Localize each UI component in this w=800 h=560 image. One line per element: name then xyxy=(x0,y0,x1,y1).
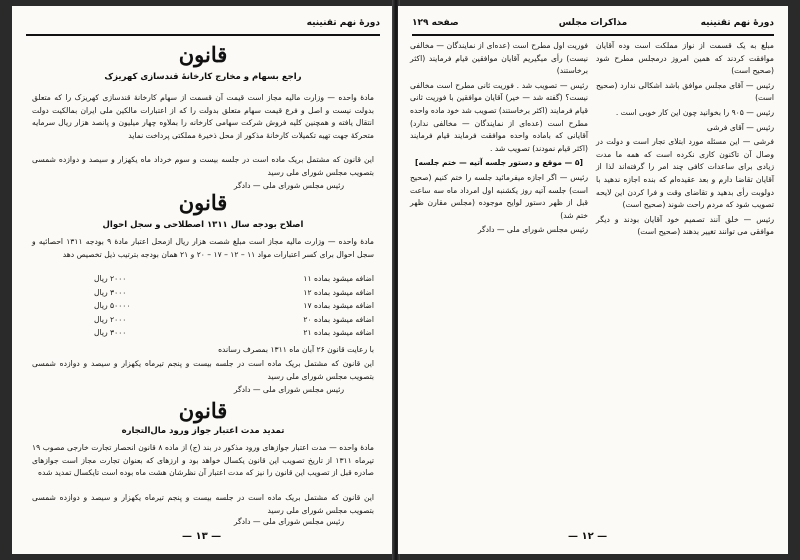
allocation-amount: ۳۰۰۰ ریال xyxy=(94,328,127,337)
allocation-row xyxy=(32,313,374,327)
allocation-text: اضافه میشود بماده ۱۲ xyxy=(303,287,374,297)
paragraph: رئیس — تصویب شد . فوریت ثانی مطرح است مخالفی نیست؟ (گفته شد — خیر) آقایان موافقین با فوریت ثانی قیام فرمایند (اکثر برخاستند) تصویب شد خود ماده واحده مطرح است (عده‌ای از نمایندگان — مخالفی ندارد) آقایانی که باماده واحده موافقت فرمایند قیام فرمایند (اکثر قیام نمودند) تصویب شد . xyxy=(410,80,588,153)
law2-title: قانون xyxy=(178,190,228,215)
paragraph: رئیس — اگر اجازه میفرمائید جلسه را ختم کنیم (صحیح است) جلسه آتیه روز یکشنبه اول امرداد ماه سه ساعت قبل از ظهر دستور لوایح موجوده (مجلس مقارن ظهر ختم شد) xyxy=(410,172,588,220)
law3-closing: این قانون که مشتمل بریک ماده است در جلسه بیست و پنجم تیرماه یکهزار و سیصد و دوازده شمسی بتصویب مجلس شورای ملی رسید xyxy=(32,493,374,515)
allocation-text: اضافه میشود بماده ۲۱ xyxy=(303,328,374,337)
section-heading: [۵ — موقع و دستور جلسه آتیه — ختم جلسه] xyxy=(414,158,583,168)
allocation-list xyxy=(32,272,374,340)
right-column xyxy=(596,40,774,241)
law3-signature: رئیس مجلس شورای ملی — دادگر xyxy=(233,517,344,526)
paragraph: فرشی — این مسئله مورد ابتلای تجار است و دولت در وصال آن تاکنون کاری نکرده است که همه ما مدت زیادی برای ساعدات کافی چند امر را گرفته‌اند لذا از آقایان تقاضا دارم و بعد عقیده‌ام که بنده اجازه ندهید با دولوبت رأی بدهید و تقاضای وقت و فرا کردن این لایحه تصویب شود که مردم راحت شوند (صحیح است) xyxy=(596,137,774,210)
left-header-term: دورهٔ نهم تقنینیه xyxy=(306,18,380,28)
signature: رئیس مجلس شورای ملی — دادگر xyxy=(477,225,588,235)
allocation-amount: ۳۰۰۰ ریال xyxy=(94,287,127,297)
right-header-title: مذاکرات مجلس xyxy=(558,18,628,28)
law2-closing: این قانون که مشتمل بریک ماده است در جلسه بیست و پنجم تیرماه یکهزار و سیصد و دوازده شمسی بتصویب مجلس شورای ملی رسید xyxy=(32,359,374,381)
law2-note: با رعایت قانون ۲۶ آبان ماه ۱۳۱۱ بمصرف رسانده xyxy=(218,345,374,354)
law2-signature: رئیس مجلس شورای ملی — دادگر xyxy=(233,385,344,394)
law1-closing: این قانون که مشتمل بریک ماده است در جلسه بیست و سوم خرداد ماه یکهزار و سیصد و دوازده شمسی بتصویب مجلس شورای ملی رسید xyxy=(32,155,374,177)
allocation-row xyxy=(32,326,374,340)
right-header-page: صفحه ۱۲۹ xyxy=(412,18,459,28)
left-column xyxy=(410,40,588,239)
allocation-row xyxy=(32,272,374,286)
law3-subtitle: تمدید مدت اعتبار جواز ورود مال‌التجاره xyxy=(121,426,285,436)
paragraph: فوریت اول مطرح است (عده‌ای از نمایندگان — مخالفی نیست) رأی میگیریم آقایان موافقین قیام فرمایند (اکثر برخاستند) xyxy=(410,41,588,76)
law3-title: قانون xyxy=(178,398,228,423)
left-page-header xyxy=(26,18,380,32)
allocation-amount: ۵۰۰۰۰ ریال xyxy=(94,301,131,310)
law2-body: مادهٔ واحده — وزارت مالیه مجاز است مبلغ شصت هزار ریال ازمحل اعتبار مادهٔ ۹ بودجه ۱۳۱۱ احصائیه و سجل احوال برای کسر اعتبارات مواد ۱۱ – ۱۲ – ۱۷ – ۲۰ و ۲۱ همان بودجه بترتیب ذیل تخصیص دهد xyxy=(32,237,375,259)
law1-title: قانون xyxy=(178,42,228,67)
right-page xyxy=(398,6,788,554)
law1-body: مادهٔ واحده — وزارت مالیه مجاز است قیمت آن قسمت از سهام کارخانهٔ قندسازی کهریزک را که متعلق بدولت نیست و اصل و فرع قیمت سهام متعلق بدولت را که از اعتبارات مالکین ملی ایران بمالکیت دولت انتقال یافته و همچنین کلیه فروش شرکت سهامی کارخانه را بملاوه چهار میلیون و پانصد هزار ریال سرمایه متحرکهٔ جهت تهیه تکمیلات کارخانهٔ مذکور از محل ذخیرهٔ مملکتی پرداخت نماید xyxy=(32,93,374,140)
allocation-row xyxy=(32,299,374,313)
paragraph: رئیس — ۹۰۵ را بخوانید چون این کار خوبی است . xyxy=(615,107,774,117)
allocation-row xyxy=(32,286,374,300)
left-page-number: — ۱۳ — xyxy=(182,531,222,542)
law3-body: مادهٔ واحده — مدت اعتبار جوازهای ورود مذکور در بند (ج) از ماده ۸ قانون انحصار تجارت خارجی مصوب ۱۹ تیرماه ۱۳۱۱ از تاریخ تصویب این قانون یکسال خواهد بود و ارزهای که بعنوان تجارت مجاز است جوازهای صادره قبل از تصویب این قانون را نیز که مدت اعتبار آن نظرشان هشت ماه بوده است تایکسال تمدید شده xyxy=(32,443,374,478)
left-header-rule xyxy=(26,34,380,36)
allocation-amount: ۲۰۰۰ ریال xyxy=(94,314,127,324)
allocation-amount: ۲۰۰۰ ریال xyxy=(94,274,127,283)
paragraph: رئیس — آقای مجلس موافق باشد اشکالی ندارد (صحیح است) xyxy=(596,80,774,103)
right-header-rule xyxy=(412,34,774,36)
allocation-text: اضافه میشود بماده ۱۷ xyxy=(303,301,374,310)
paragraph: رئیس — خلق آنند تصمیم خود آقایان بودند و دیگر موافقی می توانند تغییر بدهند (صحیح است) xyxy=(596,214,774,237)
law1-signature: رئیس مجلس شورای ملی — دادگر xyxy=(233,181,344,190)
law2-subtitle: اصلاح بودجه سال ۱۳۱۱ اصطلاحی و سجل احوال xyxy=(102,220,304,230)
left-page xyxy=(12,6,396,554)
allocation-text: اضافه میشود بماده ۱۱ xyxy=(303,274,374,283)
right-header-term: دورهٔ نهم تقنینیه xyxy=(700,18,774,28)
right-page-header xyxy=(412,18,774,32)
paragraph: رئیس — آقای فرشی xyxy=(706,122,774,132)
right-page-number: — ۱۲ — xyxy=(568,531,608,542)
allocation-text: اضافه میشود بماده ۲۰ xyxy=(303,314,374,324)
law1-subtitle: راجع بسهام و مخارج کارخانهٔ قندسازی کهریزک xyxy=(104,72,302,82)
paragraph: مبلغ به یک قسمت از نواز مملکت است وده آقایان موافقت کردند که همین امروز درمجلس مطرح شود (صحیح است) xyxy=(596,41,774,76)
